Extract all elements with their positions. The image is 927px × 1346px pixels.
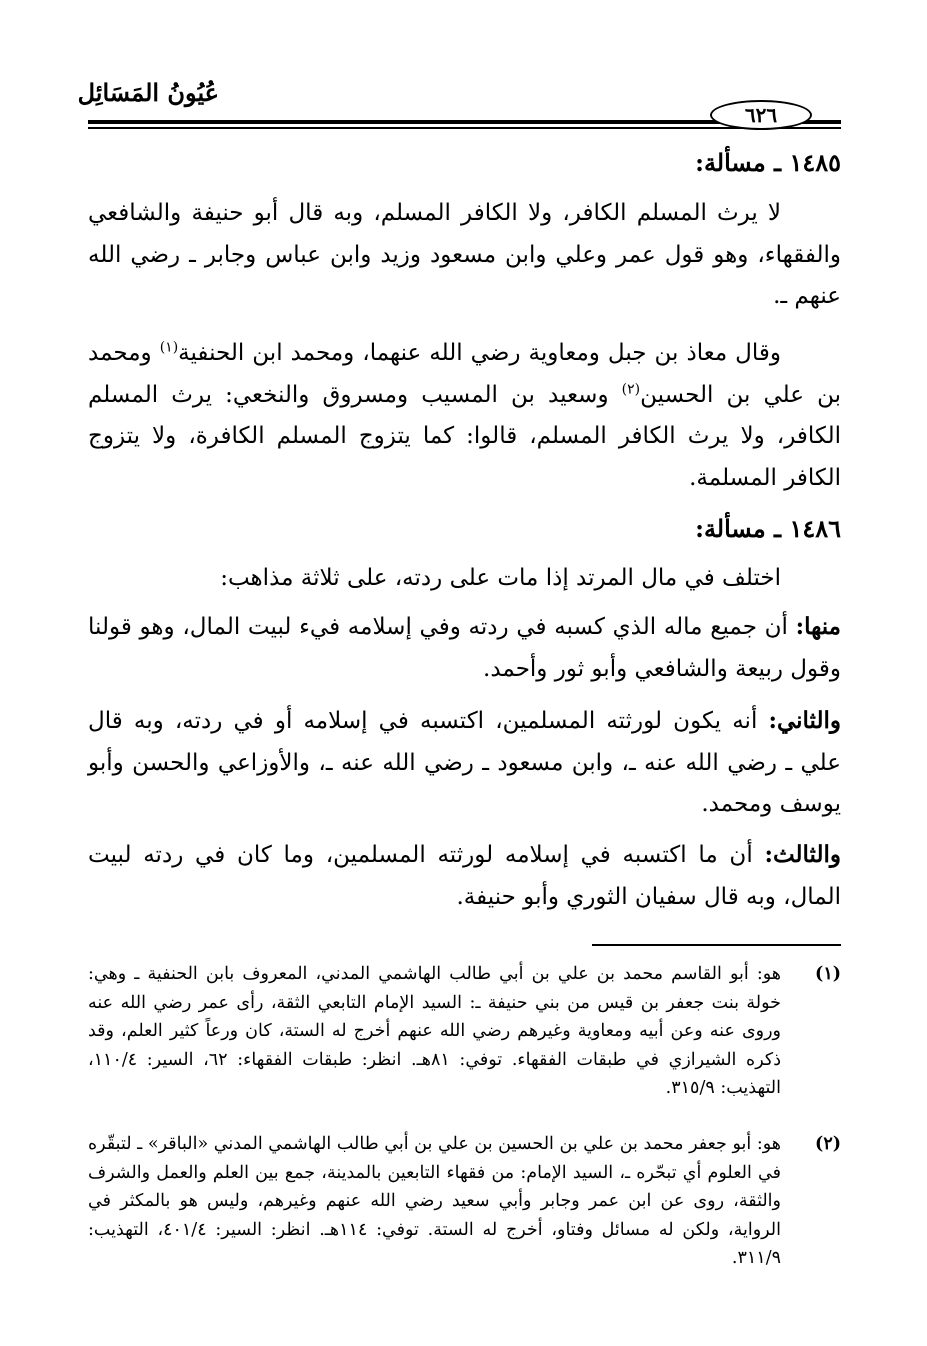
paragraph-2 (88, 333, 841, 499)
footnote-2 (88, 1130, 841, 1273)
paragraph-5-text: أنه يكون لورثته المسلمين، اكتسبه في إسلامه أو في ردته، وبه قال علي ـ رضي الله عنه ـ، وابن مسعود ـ رضي الله عنه ـ، والأوزاعي والحسن وأبو يوسف ومحمد. (88, 708, 841, 817)
paragraph-5 (88, 700, 841, 826)
issue-heading-1485: ١٤٨٥ ـ مسألة: (695, 148, 841, 177)
paragraph-2-text-a: وقال معاذ بن جبل ومعاوية رضي الله عنهما، ومحمد ابن الحنفية (178, 340, 781, 366)
footnote-2-text: هو: أبو جعفر محمد بن علي بن الحسين بن علي بن أبي طالب الهاشمي المدني «الباقر» ـ لتبقّره في العلوم أي تبحّره ـ، السيد الإمام: من فقهاء التابعين بالمدينة، جمع بين العلم والعمل والشرف والثقة، روى عن ابن عمر وجابر وأبي سعيد رضي الله عنهم وغيرهم، وليس هو بالمكثر في الرواية، ولكن له مسائل وفتاو، أخرج له الستة. توفي: ١١٤هـ. انظر: السير: ٤٠١/٤، التهذيب: ٣١١/٩. (88, 1134, 781, 1268)
footnote-1-number: (١) (815, 964, 841, 984)
header-rule-thin (88, 127, 841, 129)
paragraph-6-text: أن ما اكتسبه في إسلامه لورثته المسلمين، وما كان في ردته لبيت المال، وبه قال سفيان الثوري وأبو حنيفة. (88, 842, 841, 910)
footnote-1-text: هو: أبو القاسم محمد بن علي بن أبي طالب الهاشمي المدني، المعروف بابن الحنفية ـ وهي: خولة بنت جعفر بن قيس من بني حنيفة ـ: السيد الإمام التابعي الثقة، رأى عمر رضي الله عنه وروى عنه وعن أبيه ومعاوية وغيرهم رضي الله عنهم أخرج له الستة، كان ورعاً كثير العلم، وقد ذكره الشيرازي في طبقات الفقهاء. توفي: ٨١هـ. انظر: طبقات الفقهاء: ٦٢، السير: ١١٠/٤، التهذيب: ٣١٥/٩. (88, 964, 781, 1098)
paragraph-6 (88, 834, 841, 918)
issue-heading-1486: ١٤٨٦ ـ مسألة: (695, 514, 841, 543)
paragraph-4-text: أن جميع ماله الذي كسبه في ردته وفي إسلامه فيء لبيت المال، وهو قولنا وقول ربيعة والشافعي وأبو ثور وأحمد. (88, 614, 841, 682)
paragraph-6-lead: والثالث: (764, 841, 841, 868)
paragraph-4-lead: منها: (795, 613, 841, 640)
running-header-title: عُيُونُ المَسَائِل (77, 78, 219, 107)
footnote-1 (88, 960, 841, 1103)
paragraph-2-text-c: وسعيد بن المسيب ومسروق والنخعي: يرث المسلم الكافر، ولا يرث الكافر المسلم، قالوا: كما يتزوج المسلم الكافرة، ولا يتزوج الكافر المسلمة. (88, 381, 841, 491)
paragraph-2-text-b: ومحمد بن علي بن الحسين (88, 340, 841, 408)
paragraph-5-lead: والثاني: (768, 707, 841, 734)
footnote-separator (592, 944, 841, 946)
footnote-ref-1[interactable]: (١) (159, 339, 179, 356)
footnote-ref-2[interactable]: (٢) (621, 380, 641, 397)
footnote-2-number: (٢) (815, 1134, 841, 1154)
page-number: ٦٢٦ (710, 100, 812, 130)
paragraph-3: اختلف في مال المرتد إذا مات على ردته، على ثلاثة مذاهب: (220, 565, 781, 591)
paragraph-4 (88, 606, 841, 690)
paragraph-1: لا يرث المسلم الكافر، ولا الكافر المسلم، وبه قال أبو حنيفة والشافعي والفقهاء، وهو قول عمر وعلي وابن مسعود وزيد وابن عباس وجابر ـ رضي الله عنهم ـ. (88, 200, 841, 309)
